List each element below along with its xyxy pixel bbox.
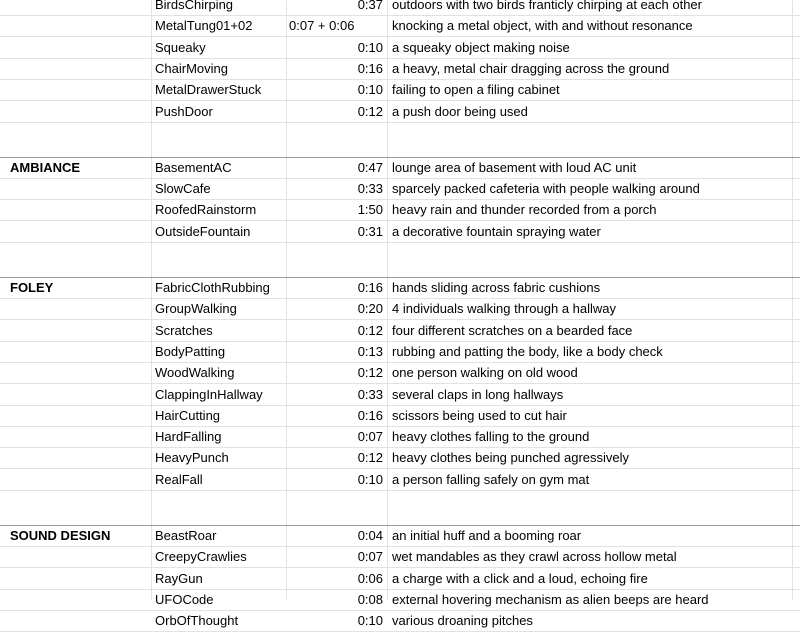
description-cell[interactable]: a decorative fountain spraying water [392,223,601,239]
description-cell[interactable]: several claps in long hallways [392,386,564,402]
table-row [0,59,800,80]
description-cell[interactable]: lounge area of basement with loud AC unit [392,159,637,175]
category-cell[interactable] [0,222,151,242]
description-cell[interactable]: hands sliding across fabric cushions [392,280,601,295]
sound-name-cell[interactable]: UFOCode [155,591,214,607]
description-cell[interactable]: heavy rain and thunder recorded from a porch [392,202,657,218]
blank-row [0,123,800,158]
category-cell[interactable] [0,342,151,362]
sound-name-cell[interactable]: HardFalling [155,429,222,445]
sound-name-cell[interactable]: RealFall [155,471,203,487]
category-cell[interactable] [0,137,151,157]
sound-name-cell[interactable]: MetalTung01+02 [155,18,253,34]
description-cell[interactable]: a squeaky object making noise [392,39,570,55]
duration-cell[interactable] [286,505,387,525]
table-row [0,590,800,611]
description-cell[interactable] [388,505,792,525]
table-row [0,470,800,491]
description-cell[interactable]: one person walking on old wood [392,365,578,381]
duration-cell[interactable]: 0:20 [357,301,383,317]
description-cell[interactable]: outdoors with two birds franticly chirping at each other [392,0,702,12]
description-cell[interactable] [388,137,792,157]
table-row [0,200,800,221]
table-row [0,38,800,59]
category-cell[interactable] [0,321,151,341]
duration-cell[interactable]: 0:33 [357,181,383,197]
duration-cell[interactable]: 0:16 [357,407,383,423]
sound-name-cell[interactable]: HeavyPunch [155,450,229,466]
category-cell[interactable] [0,38,151,58]
category-cell[interactable] [0,299,151,319]
table-row [0,222,800,243]
duration-cell[interactable]: 0:47 [357,159,383,175]
table-row [0,342,800,363]
duration-cell[interactable]: 0:37 [357,0,383,12]
sound-name-cell[interactable]: BeastRoar [155,528,217,543]
sound-name-cell[interactable]: OrbOfThought [155,613,239,629]
category-cell[interactable] [0,406,151,426]
category-cell[interactable] [0,569,151,589]
table-row [0,158,800,179]
blank-row [0,491,800,526]
description-cell[interactable]: rubbing and patting the body, like a body check [392,343,663,359]
table-row [0,611,800,632]
duration-cell[interactable]: 0:12 [357,322,383,338]
duration-cell[interactable]: 0:31 [357,223,383,239]
table-row [0,526,800,547]
table-row [0,547,800,568]
duration-cell[interactable]: 0:10 [357,471,383,487]
duration-cell[interactable]: 0:33 [357,386,383,402]
sound-name-cell[interactable] [151,505,286,525]
table-row [0,448,800,469]
sound-name-cell[interactable]: RoofedRainstorm [155,202,257,218]
description-cell[interactable]: various droaning pitches [392,613,533,629]
duration-cell[interactable]: 0:07 + 0:06 [289,18,355,34]
sound-name-cell[interactable]: FabricClothRubbing [155,280,270,295]
category-cell[interactable] [0,385,151,405]
table-row [0,0,800,16]
description-cell[interactable]: four different scratches on a bearded face [392,322,633,338]
sound-name-cell[interactable]: BirdsChirping [155,0,234,12]
sound-name-cell[interactable]: PushDoor [155,103,213,119]
blank-row [0,243,800,278]
table-row [0,363,800,384]
table-row [0,278,800,299]
duration-cell[interactable]: 0:10 [357,82,383,98]
category-cell[interactable]: FOLEY [10,280,54,295]
description-cell[interactable]: heavy clothes being punched agressively [392,450,630,466]
duration-cell[interactable]: 0:04 [357,528,383,543]
category-cell[interactable] [0,102,151,122]
table-row [0,406,800,427]
category-cell[interactable] [0,611,151,631]
sound-name-cell[interactable]: Squeaky [155,39,206,55]
duration-cell[interactable]: 0:16 [357,280,383,295]
duration-cell[interactable]: 1:50 [357,202,383,218]
description-cell[interactable]: a person falling safely on gym mat [392,471,590,487]
category-cell[interactable] [0,363,151,383]
description-cell[interactable] [388,257,792,277]
category-cell[interactable] [0,470,151,490]
sound-name-cell[interactable]: HairCutting [155,407,221,423]
category-cell[interactable] [0,80,151,100]
description-cell[interactable]: a push door being used [392,103,528,119]
sound-name-cell[interactable]: OutsideFountain [155,223,251,239]
duration-cell[interactable]: 0:08 [357,591,383,607]
duration-cell[interactable]: 0:12 [357,103,383,119]
table-row [0,385,800,406]
description-cell[interactable]: heavy clothes falling to the ground [392,429,590,445]
description-cell[interactable]: external hovering mechanism as alien beeps are heard [392,591,709,607]
duration-cell[interactable]: 0:12 [357,450,383,466]
duration-cell[interactable]: 0:13 [357,343,383,359]
category-cell[interactable] [0,16,151,36]
table-row [0,80,800,101]
sound-name-cell[interactable]: Scratches [155,322,213,338]
duration-cell[interactable]: 0:07 [357,429,383,445]
description-cell[interactable]: a charge with a click and a loud, echoing fire [392,570,648,586]
table-row [0,569,800,590]
sound-name-cell[interactable] [151,257,286,277]
category-cell[interactable]: SOUND DESIGN [10,528,111,543]
category-cell[interactable] [0,200,151,220]
table-row [0,299,800,320]
description-cell[interactable]: an initial huff and a booming roar [392,528,582,543]
sound-name-cell[interactable]: BodyPatting [155,343,226,359]
description-cell[interactable]: wet mandables as they crawl across hollow metal [392,549,677,565]
sound-name-cell[interactable] [151,137,286,157]
table-row [0,427,800,448]
duration-cell[interactable] [286,137,387,157]
category-cell[interactable] [0,427,151,447]
category-cell[interactable] [0,257,151,277]
table-row [0,179,800,200]
sound-name-cell[interactable]: BasementAC [155,159,232,175]
sound-name-cell[interactable]: ClappingInHallway [155,386,263,402]
description-cell[interactable]: knocking a metal object, with and without resonance [392,18,693,34]
table-row [0,16,800,37]
duration-cell[interactable] [286,257,387,277]
sound-name-cell[interactable]: RayGun [155,570,203,586]
category-cell[interactable] [0,547,151,567]
sound-name-cell[interactable]: GroupWalking [155,301,237,317]
description-cell[interactable]: sparcely packed cafeteria with people walking around [392,181,700,197]
description-cell[interactable]: 4 individuals walking through a hallway [392,301,617,317]
category-cell[interactable] [0,0,151,15]
duration-cell[interactable]: 0:10 [357,613,383,629]
sound-name-cell[interactable]: WoodWalking [155,365,235,381]
description-cell[interactable]: scissors being used to cut hair [392,407,567,423]
duration-cell[interactable]: 0:10 [357,39,383,55]
sound-name-cell[interactable]: CreepyCrawlies [155,549,247,565]
description-cell[interactable]: failing to open a filing cabinet [392,82,560,98]
table-row [0,102,800,123]
category-cell[interactable] [0,179,151,199]
category-cell[interactable]: AMBIANCE [10,159,81,175]
duration-cell[interactable]: 0:06 [357,570,383,586]
category-cell[interactable] [0,448,151,468]
category-cell[interactable] [0,59,151,79]
sound-name-cell[interactable]: SlowCafe [155,181,211,197]
duration-cell[interactable]: 0:07 [357,549,383,565]
table-row [0,321,800,342]
duration-cell[interactable]: 0:12 [357,365,383,381]
sound-name-cell[interactable]: ChairMoving [155,60,228,76]
duration-cell[interactable]: 0:16 [357,60,383,76]
category-cell[interactable] [0,505,151,525]
description-cell[interactable]: a heavy, metal chair dragging across the ground [392,60,670,76]
sound-name-cell[interactable]: MetalDrawerStuck [155,82,262,98]
